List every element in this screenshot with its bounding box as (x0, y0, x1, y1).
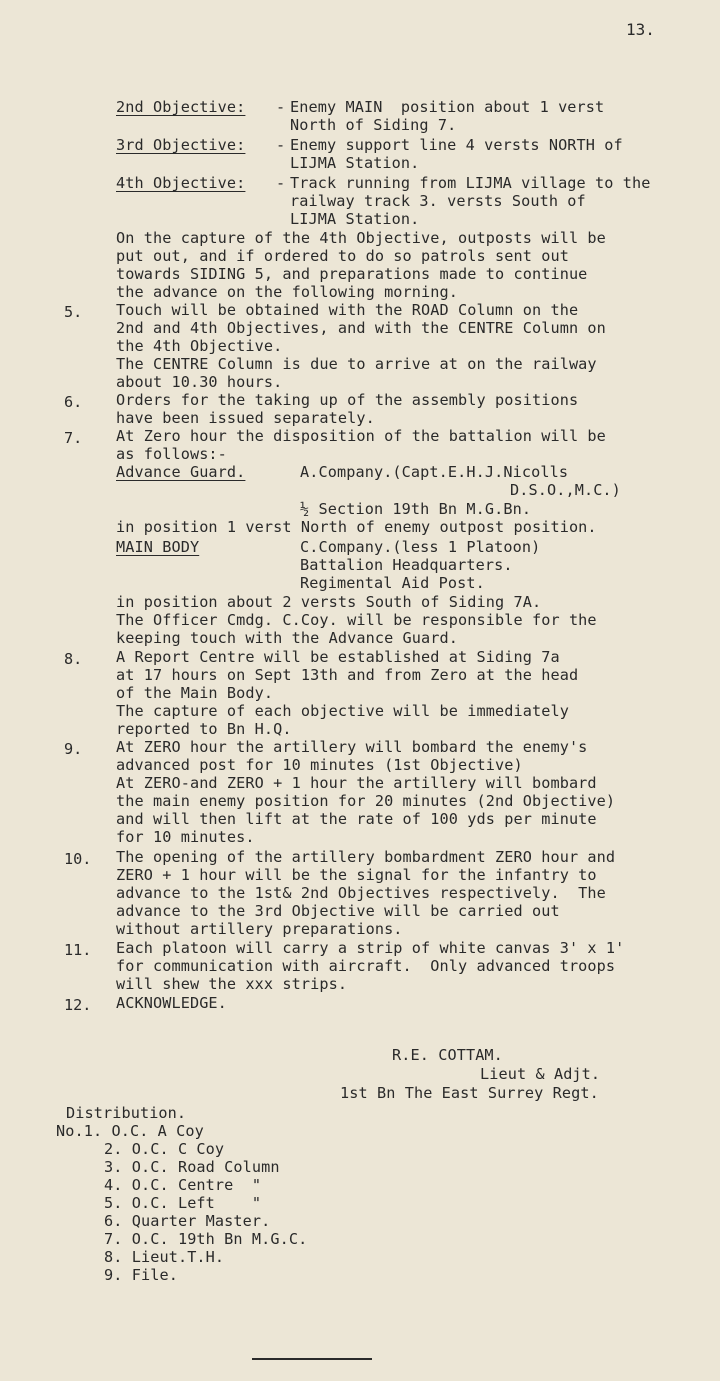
para10-line-1: The opening of the artillery bombardment ZERO hour and (116, 848, 616, 866)
para10-line-2: ZERO + 1 hour will be the signal for the infantry to (116, 866, 597, 884)
para11-line-3: will shew the xxx strips. (116, 975, 348, 993)
distribution-item-1: No.1. O.C. A Coy (56, 1122, 204, 1140)
signature-unit: 1st Bn The East Surrey Regt. (340, 1084, 599, 1102)
main-body-label: MAIN BODY (116, 538, 200, 556)
para4-line-1: On the capture of the 4th Objective, outposts will be (116, 229, 606, 247)
distribution-title: Distribution. (66, 1104, 187, 1122)
page-number: 13. (626, 20, 655, 39)
advance-guard-line-2: D.S.O.,M.C.) (510, 481, 621, 499)
para8-line-2: at 17 hours on Sept 13th and from Zero at the head (116, 666, 579, 684)
para11-line-1: Each platoon will carry a strip of white canvas 3' x 1' (116, 939, 625, 957)
closing-rule (252, 1358, 372, 1360)
para7-number: 7. (64, 429, 83, 447)
para7-intro-1: At Zero hour the disposition of the battalion will be (116, 427, 606, 445)
para9-line-2: advanced post for 10 minutes (1st Objective) (116, 756, 523, 774)
main-body-position-3: keeping touch with the Advance Guard. (116, 629, 459, 647)
para9-line-5: and will then lift at the rate of 100 yds per minute (116, 810, 597, 828)
distribution-item-4: 4. O.C. Centre " (104, 1176, 262, 1194)
advance-guard-line-1: A.Company.(Capt.E.H.J.Nicolls (300, 463, 569, 481)
objective-4-sep: - (276, 174, 295, 192)
para4-line-4: the advance on the following morning. (116, 283, 459, 301)
objective-2-line-1: Enemy MAIN position about 1 verst (290, 98, 605, 116)
para5-line-2: 2nd and 4th Objectives, and with the CENTRE Column on (116, 319, 606, 337)
para6-number: 6. (64, 393, 83, 411)
para5-line-1: Touch will be obtained with the ROAD Column on the (116, 301, 579, 319)
main-body-line-3: Regimental Aid Post. (300, 574, 485, 592)
objective-2-line-2: North of Siding 7. (290, 116, 457, 134)
objective-4-line-1: Track running from LIJMA village to the (290, 174, 651, 192)
para12-number: 12. (64, 996, 92, 1014)
para11-line-2: for communication with aircraft. Only advanced troops (116, 957, 616, 975)
distribution-item-6: 6. Quarter Master. (104, 1212, 271, 1230)
para5-line-5: about 10.30 hours. (116, 373, 283, 391)
main-body-line-1: C.Company.(less 1 Platoon) (300, 538, 541, 556)
para9-number: 9. (64, 740, 83, 758)
para8-line-3: of the Main Body. (116, 684, 274, 702)
para6-line-2: have been issued separately. (116, 409, 375, 427)
objective-4-label: 4th Objective: (116, 174, 246, 192)
para4-line-2: put out, and if ordered to do so patrols sent out (116, 247, 569, 265)
objective-3-line-2: LIJMA Station. (290, 154, 420, 172)
para5-line-4: The CENTRE Column is due to arrive at on the railway (116, 355, 597, 373)
para6-line-1: Orders for the taking up of the assembly positions (116, 391, 579, 409)
para10-line-4: advance to the 3rd Objective will be carried out (116, 902, 560, 920)
para8-line-4: The capture of each objective will be immediately (116, 702, 569, 720)
para10-number: 10. (64, 850, 92, 868)
objective-2-label: 2nd Objective: (116, 98, 246, 116)
main-body-line-2: Battalion Headquarters. (300, 556, 513, 574)
distribution-item-9: 9. File. (104, 1266, 178, 1284)
advance-guard-line-3: ½ Section 19th Bn M.G.Bn. (300, 500, 532, 518)
distribution-item-7: 7. O.C. 19th Bn M.G.C. (104, 1230, 308, 1248)
objective-3-sep: - (276, 136, 295, 154)
distribution-item-5: 5. O.C. Left " (104, 1194, 262, 1212)
distribution-item-2: 2. O.C. C Coy (104, 1140, 225, 1158)
para10-line-5: without artillery preparations. (116, 920, 403, 938)
para8-line-5: reported to Bn H.Q. (116, 720, 292, 738)
advance-guard-position: in position 1 verst North of enemy outpost position. (116, 518, 597, 536)
para9-line-4: the main enemy position for 20 minutes (2nd Objective) (116, 792, 616, 810)
para9-line-3: At ZERO-and ZERO + 1 hour the artillery will bombard (116, 774, 597, 792)
objective-4-line-2: railway track 3. versts South of (290, 192, 586, 210)
para9-line-6: for 10 minutes. (116, 828, 255, 846)
signature-name: R.E. COTTAM. (392, 1046, 503, 1064)
objective-3-label: 3rd Objective: (116, 136, 246, 154)
main-body-position-2: The Officer Cmdg. C.Coy. will be responsible for the (116, 611, 597, 629)
signature-rank: Lieut & Adjt. (480, 1065, 601, 1083)
para4-line-3: towards SIDING 5, and preparations made to continue (116, 265, 588, 283)
para8-number: 8. (64, 650, 83, 668)
distribution-item-8: 8. Lieut.T.H. (104, 1248, 225, 1266)
advance-guard-label: Advance Guard. (116, 463, 246, 481)
para9-line-1: At ZERO hour the artillery will bombard the enemy's (116, 738, 588, 756)
para5-line-3: the 4th Objective. (116, 337, 283, 355)
para5-number: 5. (64, 303, 83, 321)
para7-intro-2: as follows:- (116, 445, 227, 463)
objective-3-line-1: Enemy support line 4 versts NORTH of (290, 136, 623, 154)
para11-number: 11. (64, 941, 92, 959)
para8-line-1: A Report Centre will be established at Siding 7a (116, 648, 560, 666)
objective-4-line-3: LIJMA Station. (290, 210, 420, 228)
para12-line-1: ACKNOWLEDGE. (116, 994, 227, 1012)
main-body-position-1: in position about 2 versts South of Siding 7A. (116, 593, 542, 611)
objective-2-sep: - (276, 98, 295, 116)
distribution-item-3: 3. O.C. Road Column (104, 1158, 280, 1176)
para10-line-3: advance to the 1st& 2nd Objectives respectively. The (116, 884, 606, 902)
